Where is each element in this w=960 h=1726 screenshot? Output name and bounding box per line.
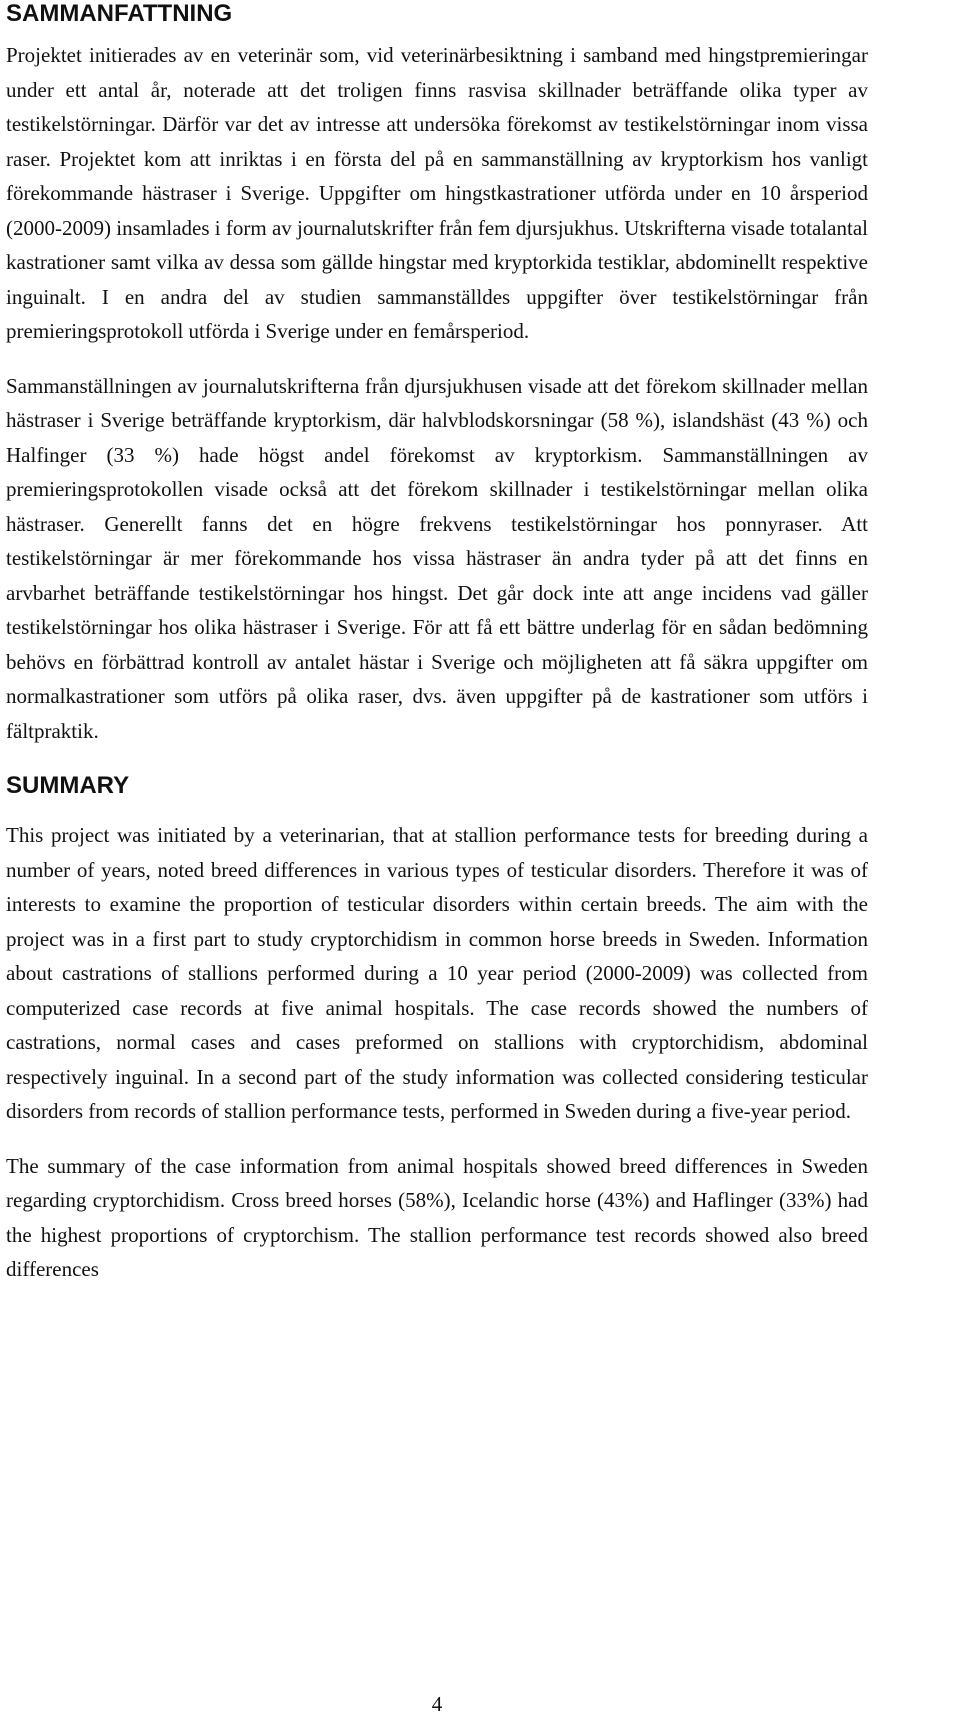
english-paragraph-2: The summary of the case information from animal hospitals showed breed differences in Sweden regarding cryptorchidism. Cross breed horses (58%), Icelandic horse (43%) and Haflinger (33%) had the highest proportions of cryptorchism. The stallion performance test records showed also breed differences: [6, 1153, 868, 1281]
heading-sammanfattning: SAMMANFATTNING: [6, 0, 233, 27]
english-paragraph-1: This project was initiated by a veterinarian, that at stallion performance tests for breeding during a number of years, noted breed differences in various types of testicular disorders. Therefore it was of interests to examine the proportion of testicular disorders within certain breeds. The aim with the project was in a first part to study cryptorchidism in common horse breeds in Sweden. Information about castrations of stallions performed during a 10 year period (2000-2009) was collected from computerized case records at five animal hospitals. The case records showed the numbers of castrations, normal cases and cases preformed on stallions with cryptorchidism, abdominal respectively inguinal. In a second part of the study information was collected considering testicular disorders from records of stallion performance tests, performed in Sweden during a five-year period.: [6, 823, 868, 1123]
heading-summary: SUMMARY: [6, 772, 130, 799]
swedish-paragraph-1: Projektet initierades av en veterinär som, vid veterinärbesiktning i samband med hingstpremieringar under ett antal år, noterade att det troligen finns rasvisa skillnader beträffande olika typer av testikelstörningar. Därför var det av intresse att undersöka förekomst av testikelstörningar inom vissa raser. Projektet kom att inriktas i en första del på en sammanställning av kryptorkism hos vanligt förekommande hästraser i Sverige. Uppgifter om hingstkastrationer utförda under en 10 årsperiod (2000-2009) insamlades i form av journalutskrifter från fem djursjukhus. Utskrifterna visade totalantal kastrationer samt vilka av dessa som gällde hingstar med kryptorkida testiklar, abdominellt respektive inguinalt. I en andra del av studien sammanställdes uppgifter över testikelstörningar från premieringsprotokoll utförda i Sverige under en femårsperiod.: [6, 43, 868, 343]
swedish-paragraph-2: Sammanställningen av journalutskrifterna från djursjukhusen visade att det förekom skillnader mellan hästraser i Sverige beträffande kryptorkism, där halvblodskorsningar (58 %), islandshäst (43 %) och Halfinger (33 %) hade högst andel förekomst av kryptorkism. Sammanställningen av premieringsprotokollen visade också att det förekom skillnader i testikelstörningar mellan olika hästraser. Generellt fanns det en högre frekvens testikelstörningar hos ponnyraser. Att testikelstörningar är mer förekommande hos vissa hästraser än andra tyder på att det finns en arvbarhet beträffande testikelstörningar hos hingst. Det går dock inte att ange incidens vad gäller testikelstörningar hos olika hästraser i Sverige. För att få ett bättre underlag för en sådan bedömning behövs en förbättrad kontroll av antalet hästar i Sverige och möjligheten att få säkra uppgifter om normalkastrationer som utförs på olika raser, dvs. även uppgifter på de kastrationer som utförs i fältpraktik.: [6, 373, 868, 743]
document-page: [6, 0, 868, 1287]
page-number: 4: [431, 1692, 443, 1716]
